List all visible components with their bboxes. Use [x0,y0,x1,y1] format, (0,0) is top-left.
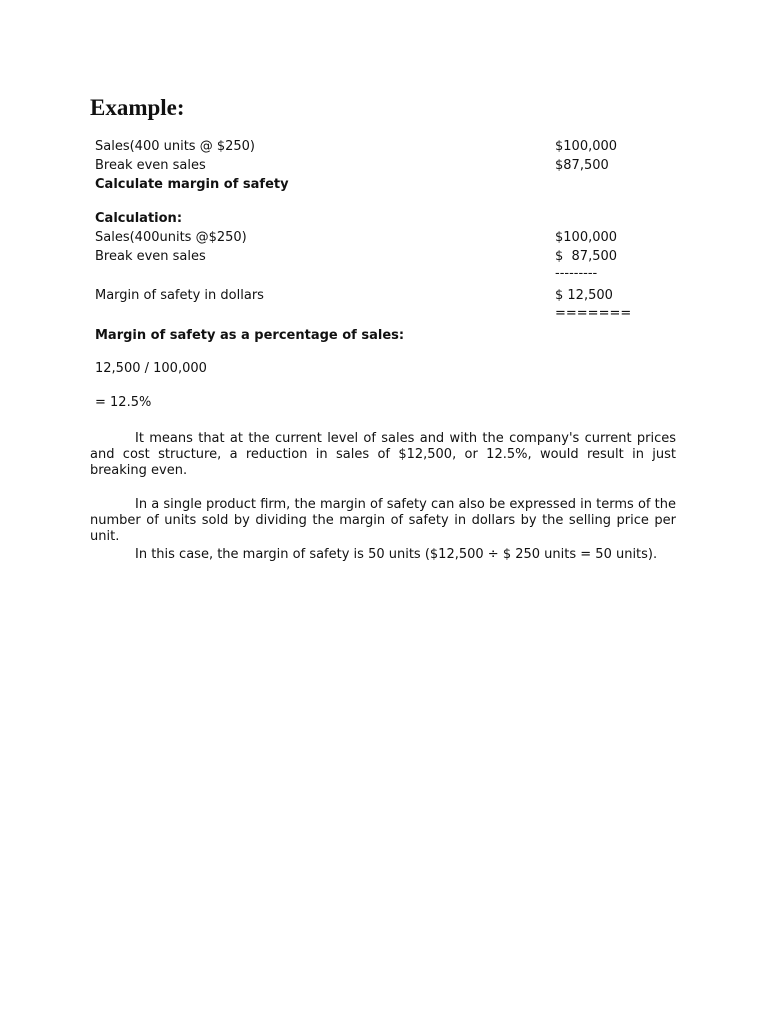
given-sales-label: Sales(400 units @ $250) [95,139,255,154]
calc-row-break-even [95,248,695,266]
given-break-even-value: $87,500 [555,158,609,173]
given-break-even-label: Break even sales [95,158,206,173]
calc-double-underline: ======= [555,306,632,321]
explanation-paragraph-3: In this case, the margin of safety is 50 units ($12,500 ÷ $ 250 units = 50 units). [135,547,658,562]
example-heading: Example: [90,95,185,120]
calc-row-result [95,287,695,305]
percentage-formula: 12,500 / 100,000 [95,361,207,376]
percentage-result: = 12.5% [95,395,152,410]
given-sales-value: $100,000 [555,139,618,154]
question-text: Calculate margin of safety [95,177,289,192]
percentage-title: Margin of safety as a percentage of sales: [95,328,405,343]
calc-break-even-value: $ 87,500 [555,249,618,264]
calc-result-value: $ 12,500 [555,288,613,303]
calc-underline: --------- [555,266,598,281]
calc-sales-label: Sales(400units @$250) [95,230,247,245]
given-row-sales [95,138,695,156]
calc-double-underline-row [95,305,695,323]
calculation-title: Calculation: [95,211,183,226]
calc-result-label: Margin of safety in dollars [95,288,264,303]
explanation-paragraph-2: In a single product firm, the margin of safety can also be expressed in terms of the number of units sold by dividing the margin of safety in dollars by the selling price per unit. [90,497,676,544]
calc-sales-value: $100,000 [555,230,618,245]
given-row-break-even [95,157,695,175]
calc-break-even-label: Break even sales [95,249,206,264]
explanation-paragraph-1: It means that at the current level of sales and with the company's current prices and cost structure, a reduction in sales of $12,500, or 12.5%, would result in just breaking even. [90,431,676,478]
calc-row-sales [95,229,695,247]
calc-underline-row [95,265,695,283]
